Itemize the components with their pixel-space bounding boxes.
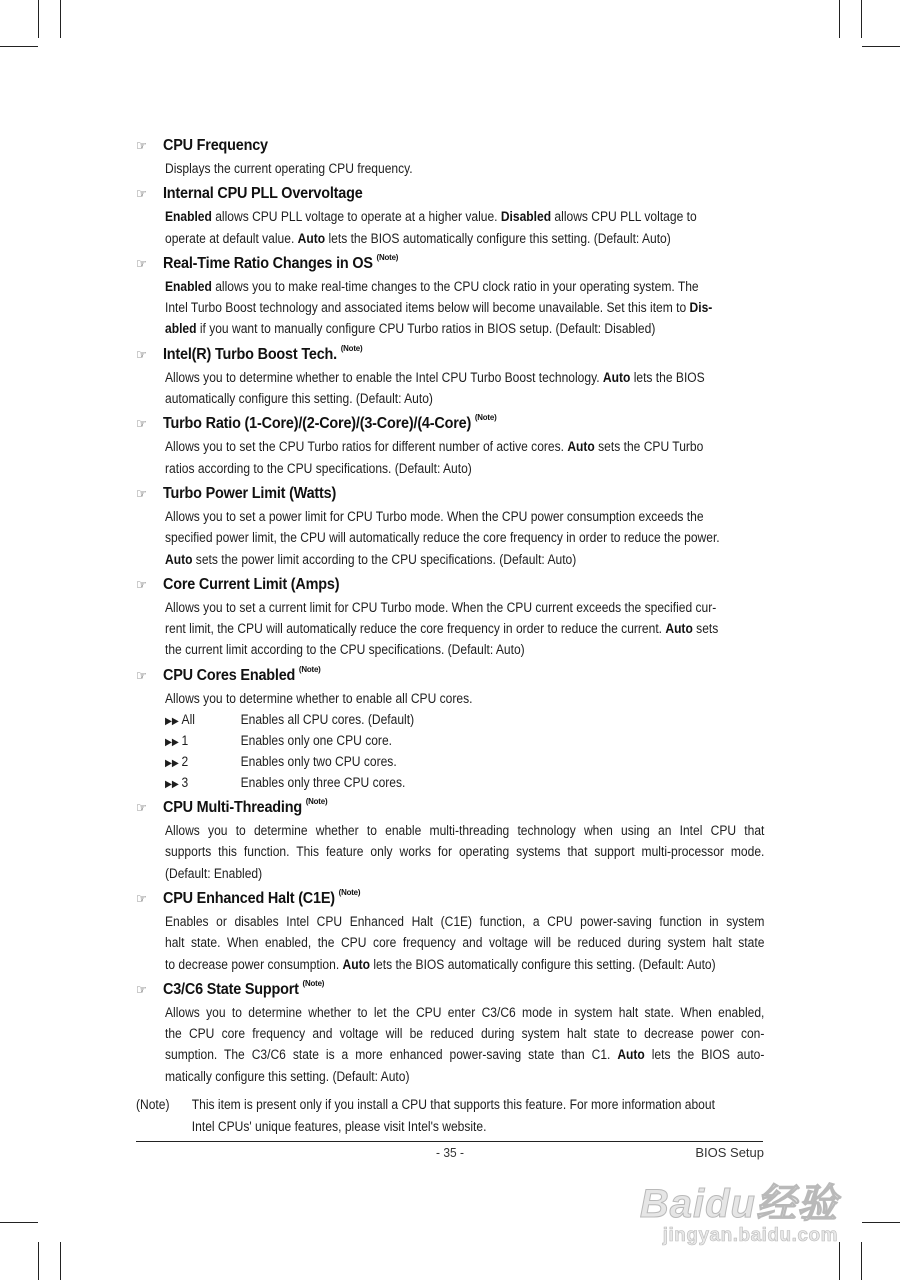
setting-title bbox=[136, 978, 720, 1002]
option-row bbox=[165, 709, 764, 730]
crop-mark bbox=[0, 1222, 38, 1223]
setting-description bbox=[165, 820, 764, 884]
spacer bbox=[136, 1087, 764, 1090]
description-line: supports this function. This feature only works for operating systems that support multi-processor mode. bbox=[165, 844, 765, 860]
setting-description bbox=[165, 158, 764, 179]
setting-title-text: CPU Cores Enabled bbox=[162, 666, 296, 684]
setting-title bbox=[136, 182, 720, 206]
page-number: - 35 - bbox=[436, 1145, 464, 1160]
option-key: ▶▶ 1 bbox=[165, 733, 189, 749]
setting-description bbox=[165, 436, 764, 479]
baidu-watermark bbox=[640, 1172, 838, 1247]
crop-mark bbox=[60, 0, 61, 38]
pointing-hand-icon: ☞ bbox=[136, 255, 147, 271]
setting-title-text: CPU Enhanced Halt (C1E) bbox=[162, 889, 335, 907]
bold-keyword: Auto bbox=[602, 369, 631, 385]
pointing-hand-icon: ☞ bbox=[136, 138, 147, 153]
setting-title-text: Intel(R) Turbo Boost Tech. bbox=[162, 345, 337, 363]
description-line: Allows you to determine whether to enable the Intel CPU Turbo Boost technology. Auto lets the BIOS bbox=[165, 369, 705, 385]
watermark-logo: Baidu经验 bbox=[639, 1182, 838, 1226]
setting-title bbox=[136, 664, 720, 688]
pointing-hand-icon: ☞ bbox=[136, 485, 147, 501]
description-line: abled if you want to manually configure CPU Turbo ratios in BIOS setup. (Default: Disabled) bbox=[165, 321, 656, 337]
setting-description bbox=[165, 506, 764, 570]
description-line: matically configure this setting. (Default: Auto) bbox=[165, 1068, 410, 1084]
footnote-label: (Note) bbox=[136, 1097, 170, 1112]
option-text: Enables all CPU cores. (Default) bbox=[240, 712, 415, 728]
pointing-hand-icon: ☞ bbox=[136, 346, 147, 362]
description-line: Allows you to set a current limit for CPU Turbo mode. When the CPU current exceeds the specified cur- bbox=[165, 599, 717, 615]
description-line: Enabled allows you to make real-time changes to the CPU clock ratio in your operating system. The bbox=[165, 278, 699, 294]
note-superscript: (Note) bbox=[376, 251, 399, 262]
bold-keyword: Dis- bbox=[689, 300, 713, 316]
description-line: Allows you to determine whether to enable all CPU cores. bbox=[165, 690, 473, 706]
setting-description bbox=[165, 911, 764, 975]
setting-title bbox=[136, 252, 720, 276]
crop-mark bbox=[60, 1242, 61, 1280]
setting-title bbox=[136, 573, 720, 597]
option-text: Enables only three CPU cores. bbox=[240, 775, 406, 791]
double-arrow-icon: ▶▶ bbox=[165, 737, 179, 749]
setting-title bbox=[136, 343, 720, 367]
option-text: Enables only one CPU core. bbox=[240, 733, 393, 749]
setting-item bbox=[136, 182, 764, 252]
setting-title bbox=[136, 887, 720, 911]
option-key: ▶▶ 2 bbox=[165, 754, 189, 770]
bold-keyword: Enabled bbox=[165, 278, 212, 294]
section-name: BIOS Setup bbox=[695, 1145, 764, 1160]
description-line: sumption. The C3/C6 state is a more enhanced power-saving state than C1. Auto lets the BIOS auto- bbox=[165, 1047, 765, 1063]
pointing-hand-icon: ☞ bbox=[136, 416, 147, 432]
setting-title-text: Turbo Power Limit (Watts) bbox=[162, 484, 337, 502]
setting-description bbox=[165, 597, 764, 661]
setting-title-text: Core Current Limit (Amps) bbox=[162, 575, 340, 593]
setting-item bbox=[136, 887, 764, 978]
setting-item bbox=[136, 573, 764, 664]
setting-description bbox=[165, 276, 764, 340]
description-line: operate at default value. Auto lets the BIOS automatically configure this setting. (Default: Auto) bbox=[165, 230, 671, 246]
description-line: the current limit according to the CPU specifications. (Default: Auto) bbox=[165, 642, 525, 658]
pointing-hand-icon: ☞ bbox=[136, 981, 147, 997]
note-superscript: (Note) bbox=[340, 342, 363, 353]
setting-title-text: Real-Time Ratio Changes in OS bbox=[162, 254, 373, 272]
note-superscript: (Note) bbox=[298, 663, 321, 674]
crop-mark bbox=[38, 1242, 39, 1280]
option-row bbox=[165, 730, 764, 751]
setting-title bbox=[136, 482, 720, 506]
setting-title bbox=[136, 412, 720, 436]
crop-mark bbox=[839, 0, 840, 38]
pointing-hand-icon: ☞ bbox=[136, 186, 147, 202]
description-line: to decrease power consumption. Auto lets the BIOS automatically configure this setting. (Default: Auto) bbox=[165, 956, 716, 972]
bold-keyword: Auto bbox=[297, 230, 326, 246]
setting-item bbox=[136, 482, 764, 573]
pointing-hand-icon: ☞ bbox=[136, 667, 147, 683]
option-row bbox=[165, 751, 764, 772]
setting-item bbox=[136, 796, 764, 887]
description-line: Intel Turbo Boost technology and associated items below will become unavailable. Set this item to Dis- bbox=[165, 300, 713, 316]
setting-description bbox=[165, 1002, 764, 1087]
crop-mark bbox=[861, 0, 862, 38]
bold-keyword: Auto bbox=[617, 1047, 645, 1063]
description-line: specified power limit, the CPU will automatically reduce the core frequency in order to reduce the power. bbox=[165, 530, 720, 546]
double-arrow-icon: ▶▶ bbox=[165, 716, 179, 728]
bios-settings-list bbox=[136, 134, 764, 1090]
bold-keyword: Auto bbox=[665, 621, 693, 637]
setting-description bbox=[165, 688, 764, 793]
setting-item bbox=[136, 412, 764, 482]
bold-keyword: Auto bbox=[342, 956, 370, 972]
crop-mark bbox=[861, 1242, 862, 1280]
double-arrow-icon: ▶▶ bbox=[165, 779, 179, 791]
footnote-line: Intel CPUs' unique features, please visit Intel's website. bbox=[191, 1119, 487, 1134]
description-line: Enables or disables Intel CPU Enhanced Halt (C1E) function, a CPU power-saving function in system bbox=[165, 913, 765, 929]
description-line: the CPU core frequency and voltage will be reduced during system halt state to decrease power con- bbox=[165, 1026, 765, 1042]
description-line: Allows you to determine whether to enable multi-threading technology when using an Intel CPU that bbox=[165, 823, 765, 839]
bold-keyword: Auto bbox=[567, 439, 595, 455]
description-line: Allows you to set a power limit for CPU Turbo mode. When the CPU power consumption exceeds the bbox=[165, 508, 704, 524]
note-superscript: (Note) bbox=[302, 977, 325, 988]
crop-mark bbox=[839, 1242, 840, 1280]
crop-mark bbox=[862, 1222, 900, 1223]
setting-title-text: Internal CPU PLL Overvoltage bbox=[162, 185, 363, 203]
bold-keyword: Auto bbox=[165, 551, 193, 567]
footer-rule bbox=[136, 1141, 763, 1142]
setting-item bbox=[136, 978, 764, 1090]
note-superscript: (Note) bbox=[338, 886, 361, 897]
setting-item bbox=[136, 343, 764, 413]
description-line: Enabled allows CPU PLL voltage to operate at a higher value. Disabled allows CPU PLL voltage to bbox=[165, 209, 697, 225]
setting-title-text: Turbo Ratio (1-Core)/(2-Core)/(3-Core)/(4-Core) bbox=[162, 415, 472, 433]
bold-keyword: Disabled bbox=[500, 209, 552, 225]
watermark-url: jingyan.baidu.com bbox=[662, 1225, 838, 1246]
description-line: Displays the current operating CPU frequency. bbox=[165, 161, 413, 176]
bold-keyword: abled bbox=[165, 321, 197, 337]
setting-description bbox=[165, 206, 764, 249]
note-superscript: (Note) bbox=[305, 796, 328, 807]
description-line: (Default: Enabled) bbox=[165, 865, 263, 881]
setting-item bbox=[136, 664, 764, 796]
description-line: ratios according to the CPU specifications. (Default: Auto) bbox=[165, 460, 472, 476]
description-line: Allows you to set the CPU Turbo ratios for different number of active cores. Auto sets the CPU Turbo bbox=[165, 439, 704, 455]
double-arrow-icon: ▶▶ bbox=[165, 758, 179, 770]
pointing-hand-icon: ☞ bbox=[136, 890, 147, 906]
option-row bbox=[165, 772, 764, 793]
setting-title bbox=[136, 134, 720, 158]
option-key: ▶▶ All bbox=[165, 712, 195, 728]
pointing-hand-icon: ☞ bbox=[136, 576, 147, 592]
option-text: Enables only two CPU cores. bbox=[240, 754, 397, 770]
description-line: Auto sets the power limit according to the CPU specifications. (Default: Auto) bbox=[165, 551, 577, 567]
option-key: ▶▶ 3 bbox=[165, 775, 189, 791]
setting-title-text: C3/C6 State Support bbox=[162, 980, 299, 998]
note-superscript: (Note) bbox=[474, 412, 497, 423]
setting-title-text: CPU Frequency bbox=[162, 137, 268, 154]
pointing-hand-icon: ☞ bbox=[136, 800, 147, 816]
setting-item bbox=[136, 252, 764, 343]
setting-description bbox=[165, 367, 764, 410]
footnote-line: This item is present only if you install a CPU that supports this feature. For more information about bbox=[191, 1097, 715, 1112]
crop-mark bbox=[0, 46, 38, 47]
bold-keyword: Enabled bbox=[165, 209, 212, 225]
footnote bbox=[136, 1094, 715, 1138]
crop-mark bbox=[38, 0, 39, 38]
setting-item bbox=[136, 134, 764, 182]
description-line: automatically configure this setting. (Default: Auto) bbox=[165, 391, 433, 407]
description-line: rent limit, the CPU will automatically reduce the core frequency in order to reduce the current. Auto sets bbox=[165, 621, 719, 637]
setting-title bbox=[136, 796, 720, 820]
crop-mark bbox=[862, 46, 900, 47]
description-line: Allows you to determine whether to let the CPU enter C3/C6 mode in system halt state. When enabled, bbox=[165, 1004, 765, 1020]
setting-title-text: CPU Multi-Threading bbox=[162, 799, 302, 817]
description-line: halt state. When enabled, the CPU core frequency and voltage will be reduced during system halt state bbox=[165, 935, 765, 951]
